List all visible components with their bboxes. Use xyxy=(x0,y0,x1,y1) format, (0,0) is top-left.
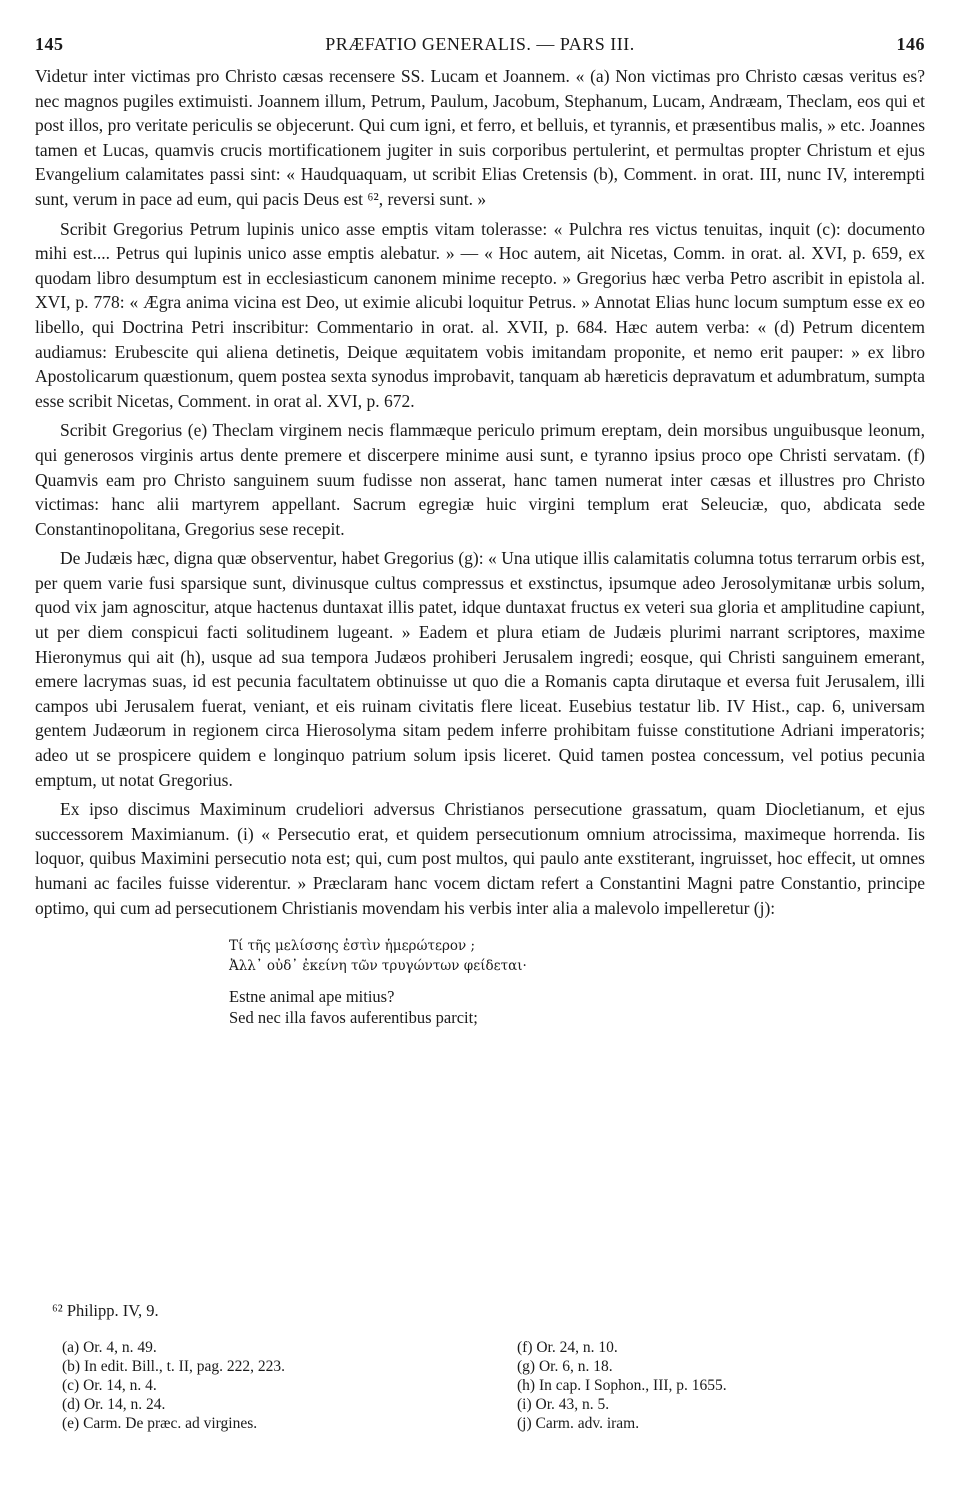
greek-verse-line-2: Ἀλλ᾽ οὐδ᾽ ἐκείνη τῶν τρυγώντων φείδεται· xyxy=(229,958,527,975)
paragraph-3: Scribit Gregorius (e) Theclam virginem necis flammæque periculo primum ereptam, dein morsibus unguibusque leonum, qui generosos virginis artus dente premere et discerpere minime ausi sunt, e tyranno ipsius proco ope Christi servatam. (f) Quamvis eam pro Christo sanguinem suum fudisse non asserat, hanc tamen numerat inter cæsas et illustres pro Christo victimas: hanc alii martyrem appellant. Sacrum egregiæ huic virgini templum erat Seleuciæ, quo, abdicata sede Constantinopolitana, Gregorius sese recepit. xyxy=(35,420,925,539)
footnote-b: (b) In edit. Bill., t. II, pag. 222, 223. xyxy=(62,1358,285,1375)
footnote-62: ⁶² Philipp. IV, 9. xyxy=(52,1301,159,1320)
paragraph-1: Videtur inter victimas pro Christo cæsas recensere SS. Lucam et Joannem. « (a) Non victimas pro Christo cæsas veritus es? nec magnos pugiles extimuisti. Joannem illum, Petrum, Paulum, Jacobum, Stephanum, Lucam, Andræam, Theclam, eos qui et post illos, pro veritate periculis se objecerunt. Qui cum igni, et ferro, et belluis, et tyrannis, et præsentibus malis, » etc. Joannes tamen et Lucas, quamvis crucis mortificationem jugiter in suis corporibus pertulerint, et permultas propter Christum et ejus Evangelium calamitates passi sint: « Haudquaquam, ut scribit Elias Cretensis (b), Comment. in orat. III, nunc IV, interempti sunt, verum in pace ad eum, qui pacis Deus est ⁶², reversi sunt. » xyxy=(35,66,925,209)
footnote-h: (h) In cap. I Sophon., III, p. 1655. xyxy=(517,1377,727,1394)
footnotes-left-column xyxy=(62,1338,502,1433)
footnote-e: (e) Carm. De præc. ad virgines. xyxy=(62,1415,258,1432)
latin-verse-line-1: Estne animal ape mitius? xyxy=(229,987,395,1007)
footnote-f: (f) Or. 24, n. 10. xyxy=(517,1339,618,1356)
verse-quotation xyxy=(229,936,925,1028)
greek-verse-line-1: Τί τῆς μελίσσης ἐστὶν ἡμερώτερον ; xyxy=(229,938,476,955)
footnote-i: (i) Or. 43, n. 5. xyxy=(517,1396,610,1413)
main-text xyxy=(35,64,925,1028)
footnote-a: (a) Or. 4, n. 49. xyxy=(62,1339,157,1356)
running-header xyxy=(35,34,925,58)
footnote-d: (d) Or. 14, n. 24. xyxy=(62,1396,166,1413)
latin-verse-line-2: Sed nec illa favos auferentibus parcit; xyxy=(229,1008,478,1028)
page-number-left: 145 xyxy=(35,34,64,54)
running-title: PRÆFATIO GENERALIS. — PARS III. xyxy=(325,34,635,54)
footnotes-right-column xyxy=(517,1338,917,1433)
paragraph-5: Ex ipso discimus Maximinum crudeliori adversus Christianos persecutione grassatum, quam Diocletianum, et ejus successorem Maximianum. (i) « Persecutio erat, et quidem persecutionum omnium atrocissima, maximeque horrenda. Iis loquor, quibus Maximini persecutio nota est; qui, cum post multos, qui paulo ante exstiterant, ingruisset, hoc effecit, ut omnes humani ac faciles fuisse viderentur. » Præclaram hanc vocem dictam refert a Constantini Magni patre Constantio, principe optimo, qui cum ad persecutionem Christianis movendam his verbis inter alia a malevolo impelleretur (j): xyxy=(35,799,925,918)
page-number-right: 146 xyxy=(896,34,925,54)
footnote-g: (g) Or. 6, n. 18. xyxy=(517,1358,613,1375)
footnote-c: (c) Or. 14, n. 4. xyxy=(62,1377,157,1394)
footnote-j: (j) Carm. adv. iram. xyxy=(517,1415,640,1432)
paragraph-4: De Judæis hæc, digna quæ observentur, habet Gregorius (g): « Una utique illis calamitatis columna totus terrarum orbis est, per quem varie fusi sparsique sunt, divinusque cultus compressus et exstinctus, ipsumque adeo Jerosolymitanæ urbis solum, quod vix jam agnoscitur, atque hactenus duntaxat illis patet, idque duntaxat fructus ex veteri sua gloria et amplitudine capiunt, ut per diem conspicui facti solitudinem lugeant. » Eadem et plura etiam de Judæis plurimi narrant scriptores, maxime Hieronymus qui ait (h), usque ad sua tempora Judæos prohiberi Jerusalem ingredi; eosque, qui Christi sanguinem emerant, emere lacrymas suas, id est pecunia facultatem obtinuisse ut quo die a Romanis capta dirutaque et eversa fuit Jerusalem, illi campos ubi Jerusalem fuerat, veniant, et eis ruinam civitatis flere liceat. Eusebius testatur lib. IV Hist., cap. 6, universam gentem Judæorum in regionem circa Hierosolyma sitam pedem inferre prohibitam fuisse constitutione Adriani imperatoris; adeo ut se prospicere quidem e longinquo patrium solum ipsis liceret. Quid tamen postea concessum, vel potius pecunia emptum, ut notat Gregorius. xyxy=(35,548,925,790)
paragraph-2: Scribit Gregorius Petrum lupinis unico asse emptis vitam tolerasse: « Pulchra res victus tenuitas, inquit (c): documento mihi est.... Petrus qui lupinis unico asse emptis alebatur. » — « Hoc autem, ait Nicetas, Comm. in orat. al. XVI, p. 659, ex quodam libro desumptum est in ecclesiasticum canonem minime recepto. » Gregorius hæc verba Petro ascribit in epistola al. XVI, p. 778: « Ægra anima vicina est Deo, ut eximie alicubi loquitur Petrus. » Annotat Elias hunc locum sumptum esse ex eo libello, qui Doctrina Petri inscribitur: Commentario in orat. al. XVII, p. 684. Hæc autem verba: « (d) Petrum dicentem audiamus: Erubescite qui aliena detinetis, Deique æquitatem vobis imitandam proponite, et nemo erit pauper: » ex libro Apostolicarum quæstionum, quem postea sexta synodus improbavit, tanquam ab hæreticis depravatum et adumbratum, sumpta esse scribit Nicetas, Comment. in orat al. XVI, p. 672. xyxy=(35,218,925,411)
